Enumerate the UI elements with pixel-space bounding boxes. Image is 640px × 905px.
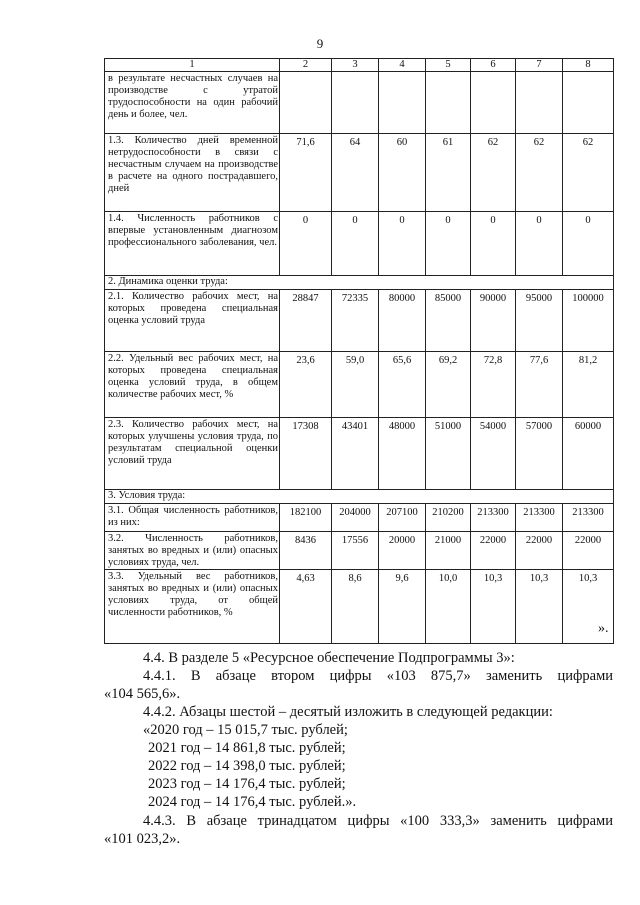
value-cell: 22000 bbox=[471, 532, 516, 570]
value-cell: 0 bbox=[563, 212, 614, 276]
value-cell: 62 bbox=[563, 134, 614, 212]
value-cell bbox=[426, 72, 471, 134]
value-cell: 10,3 bbox=[471, 570, 516, 644]
value-cell: 10,3 bbox=[563, 570, 614, 644]
table-row bbox=[105, 134, 614, 212]
value-cell: 0 bbox=[516, 212, 563, 276]
value-cell: 57000 bbox=[516, 418, 563, 490]
value-cell: 95000 bbox=[516, 290, 563, 352]
value-cell: 21000 bbox=[426, 532, 471, 570]
year-line: 2021 год – 14 861,8 тыс. рублей; bbox=[148, 740, 346, 756]
value-cell: 9,6 bbox=[379, 570, 426, 644]
section-heading: 2. Динамика оценки труда: bbox=[105, 276, 614, 290]
value-cell: 81,2 bbox=[563, 352, 614, 418]
value-cell: 17308 bbox=[280, 418, 332, 490]
table-row bbox=[105, 418, 614, 490]
value-cell: 22000 bbox=[516, 532, 563, 570]
paragraph-4-4-3-line1: 4.4.3. В абзаце тринадцатом цифры «100 333,3» заменить цифрами bbox=[143, 813, 613, 829]
header-cell: 8 bbox=[563, 59, 614, 72]
value-cell bbox=[332, 72, 379, 134]
value-cell: 90000 bbox=[471, 290, 516, 352]
value-cell: 213300 bbox=[563, 504, 614, 532]
table-row bbox=[105, 532, 614, 570]
value-cell: 80000 bbox=[379, 290, 426, 352]
row-label: 3.3. Удельный вес работников, занятых во вредных и (или) опасных условиях труда, от общей численности работников, % bbox=[105, 570, 280, 644]
table-row bbox=[105, 352, 614, 418]
value-cell: 213300 bbox=[516, 504, 563, 532]
row-label: 3.1. Общая численность работников, из них: bbox=[105, 504, 280, 532]
value-cell: 0 bbox=[426, 212, 471, 276]
value-cell: 210200 bbox=[426, 504, 471, 532]
closing-quote: ». bbox=[598, 621, 609, 636]
row-label: 2.2. Удельный вес рабочих мест, на которых проведена специальная оценка условий труда, в общем количестве рабочих мест, % bbox=[105, 352, 280, 418]
value-cell: 182100 bbox=[280, 504, 332, 532]
value-cell: 43401 bbox=[332, 418, 379, 490]
value-cell: 60000 bbox=[563, 418, 614, 490]
header-cell: 3 bbox=[332, 59, 379, 72]
value-cell: 85000 bbox=[426, 290, 471, 352]
header-cell: 4 bbox=[379, 59, 426, 72]
section-heading: 3. Условия труда: bbox=[105, 490, 614, 504]
section-row bbox=[105, 276, 614, 290]
table-row bbox=[105, 72, 614, 134]
value-cell: 10,3 bbox=[516, 570, 563, 644]
value-cell: 71,6 bbox=[280, 134, 332, 212]
row-label: 2.1. Количество рабочих мест, на которых проведена специальная оценка условий труда bbox=[105, 290, 280, 352]
table-row bbox=[105, 570, 614, 644]
section-row bbox=[105, 490, 614, 504]
value-cell: 4,63 bbox=[280, 570, 332, 644]
value-cell: 10,0 bbox=[426, 570, 471, 644]
table-row bbox=[105, 290, 614, 352]
year-line: 2024 год – 14 176,4 тыс. рублей.». bbox=[148, 794, 357, 810]
value-cell: 51000 bbox=[426, 418, 471, 490]
value-cell: 72335 bbox=[332, 290, 379, 352]
value-cell: 69,2 bbox=[426, 352, 471, 418]
header-cell: 1 bbox=[105, 59, 280, 72]
header-cell: 6 bbox=[471, 59, 516, 72]
value-cell: 54000 bbox=[471, 418, 516, 490]
value-cell: 62 bbox=[471, 134, 516, 212]
value-cell: 0 bbox=[332, 212, 379, 276]
value-cell: 48000 bbox=[379, 418, 426, 490]
value-cell bbox=[471, 72, 516, 134]
value-cell: 0 bbox=[471, 212, 516, 276]
year-line: «2020 год – 15 015,7 тыс. рублей; bbox=[143, 722, 348, 738]
row-label: 1.4. Численность работников с впервые установленным диагнозом профессионального заболевания, чел. bbox=[105, 212, 280, 276]
paragraph-4-4-1-line1: 4.4.1. В абзаце втором цифры «103 875,7» заменить цифрами bbox=[143, 668, 613, 684]
value-cell bbox=[379, 72, 426, 134]
value-cell: 8436 bbox=[280, 532, 332, 570]
value-cell: 213300 bbox=[471, 504, 516, 532]
year-line: 2023 год – 14 176,4 тыс. рублей; bbox=[148, 776, 346, 792]
indicators-table bbox=[104, 58, 614, 644]
paragraph-4-4: 4.4. В разделе 5 «Ресурсное обеспечение Подпрограммы 3»: bbox=[143, 650, 515, 666]
value-cell: 8,6 bbox=[332, 570, 379, 644]
row-label: 2.3. Количество рабочих мест, на которых улучшены условия труда, по результатам специальной оценки условий труда bbox=[105, 418, 280, 490]
value-cell: 62 bbox=[516, 134, 563, 212]
header-cell: 5 bbox=[426, 59, 471, 72]
row-label: 1.3. Количество дней временной нетрудоспособности в связи с несчастным случаем на производстве в расчете на одного пострадавшего, дней bbox=[105, 134, 280, 212]
paragraph-4-4-2: 4.4.2. Абзацы шестой – десятый изложить в следующей редакции: bbox=[143, 704, 553, 720]
header-cell: 7 bbox=[516, 59, 563, 72]
value-cell: 0 bbox=[379, 212, 426, 276]
year-line: 2022 год – 14 398,0 тыс. рублей; bbox=[148, 758, 346, 774]
table-body bbox=[105, 59, 614, 644]
value-cell: 65,6 bbox=[379, 352, 426, 418]
value-cell: 17556 bbox=[332, 532, 379, 570]
value-cell: 59,0 bbox=[332, 352, 379, 418]
value-cell: 204000 bbox=[332, 504, 379, 532]
value-cell: 207100 bbox=[379, 504, 426, 532]
paragraph-4-4-1-line2: «104 565,6». bbox=[104, 686, 181, 702]
page-number: 9 bbox=[316, 36, 324, 51]
row-label: 3.2. Численность работников, занятых во вредных и (или) опасных условиях труда, чел. bbox=[105, 532, 280, 570]
value-cell: 64 bbox=[332, 134, 379, 212]
value-cell: 100000 bbox=[563, 290, 614, 352]
value-cell: 0 bbox=[280, 212, 332, 276]
value-cell: 60 bbox=[379, 134, 426, 212]
value-cell bbox=[563, 72, 614, 134]
value-cell: 72,8 bbox=[471, 352, 516, 418]
value-cell: 77,6 bbox=[516, 352, 563, 418]
value-cell: 28847 bbox=[280, 290, 332, 352]
value-cell bbox=[280, 72, 332, 134]
header-cell: 2 bbox=[280, 59, 332, 72]
value-cell bbox=[516, 72, 563, 134]
table-row bbox=[105, 212, 614, 276]
value-cell: 61 bbox=[426, 134, 471, 212]
value-cell: 20000 bbox=[379, 532, 426, 570]
table-row bbox=[105, 504, 614, 532]
row-label: в результате несчастных случаев на производстве с утратой трудоспособности на один рабочий день и более, чел. bbox=[105, 72, 280, 134]
table-header-row bbox=[105, 59, 614, 72]
value-cell: 22000 bbox=[563, 532, 614, 570]
value-cell: 23,6 bbox=[280, 352, 332, 418]
paragraph-4-4-3-line2: «101 023,2». bbox=[104, 831, 181, 847]
